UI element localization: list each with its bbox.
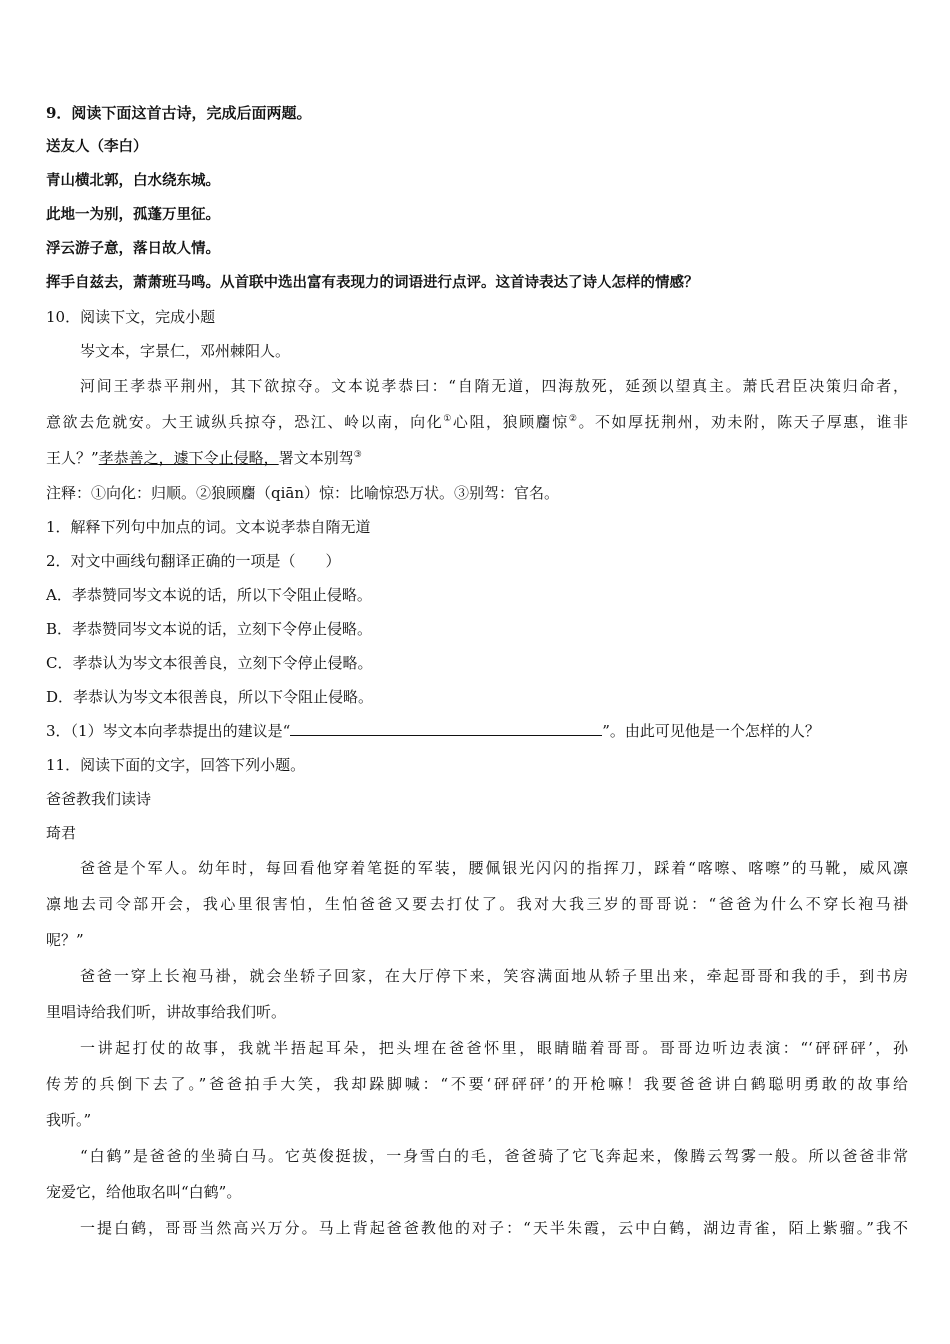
q11-paragraph-4 bbox=[46, 1138, 908, 1210]
q10-option-d: D．孝恭认为岑文本很善良，所以下令阻止侵略。 bbox=[46, 688, 374, 706]
document-page bbox=[46, 96, 908, 1246]
q11-p3-row-2: 传芳的兵倒下去了。”爸爸拍手大笑，我却跺脚喊：“不要‘砰砰砰’的开枪嘛！我要爸爸讲白鹤聪明勇敢的故事给 bbox=[46, 1075, 908, 1093]
q11-p1-row-1: 爸爸是个军人。幼年时，每回看他穿着笔挺的军装，腰佩银光闪闪的指挥刀，踩着“喀嚓、喀嚓”的马靴，威风凛 bbox=[80, 859, 908, 877]
q11-p5-row-1: 一提白鹤，哥哥当然高兴万分。马上背起爸爸教他的对子：“天半朱霞，云中白鹤，湖边青雀，陌上紫骝。”我不 bbox=[80, 1219, 908, 1237]
q10-sub-question-2: 2．对文中画线句翻译正确的一项是（ ） bbox=[46, 552, 341, 570]
q10-p2-row-2: 意欲去危就安。大王诚纵兵掠夺，恐江、岭以南，向化①心阻，狼顾麕惊②。不如厚抚荆州，劝未附，陈天子厚惠，谁非 bbox=[46, 413, 908, 431]
q10-heading: 10．阅读下文，完成小题 bbox=[46, 308, 216, 326]
q11-p3-row-1: 一讲起打仗的故事，我就半捂起耳朵，把头埋在爸爸怀里，眼睛瞄着哥哥。哥哥边听边表演：“‘砰砰砰’，孙 bbox=[80, 1039, 908, 1057]
q11-paragraph-3 bbox=[46, 1030, 908, 1138]
q10-sub-question-3: 3．（1）岑文本向孝恭提出的建议是“ ”。由此可见他是一个怎样的人？ bbox=[46, 714, 908, 748]
answer-blank[interactable] bbox=[290, 719, 602, 736]
q10-passage-p1: 岑文本，字景仁，邓州棘阳人。 bbox=[80, 342, 291, 360]
q11-article-title: 爸爸教我们读诗 bbox=[46, 790, 152, 808]
q10-option-a: A．孝恭赞同岑文本说的话，所以下令阻止侵略。 bbox=[46, 586, 372, 604]
q10-sub-question-1: 1．解释下列句中加点的词。文本说孝恭自隋无道 bbox=[46, 518, 371, 536]
q11-paragraph-2 bbox=[46, 958, 908, 1030]
q9-poem-line-4: 挥手自兹去，萧萧班马鸣。从首联中选出富有表现力的词语进行点评。这首诗表达了诗人怎样的情感？ bbox=[46, 275, 699, 291]
q10-p2-row-1: 河间王孝恭平荆州，其下欲掠夺。文本说孝恭曰：“自隋无道，四海敖死，延颈以望真主。萧氏君臣决策归命者， bbox=[80, 377, 908, 395]
q10-p2-row-3: 王人？”孝恭善之，遽下令止侵略，署文本别驾③ bbox=[46, 449, 362, 467]
q9-poem-title: 送友人（李白） bbox=[46, 139, 148, 155]
q11-p4-row-1: “白鹤”是爸爸的坐骑白马。它英俊挺拔，一身雪白的毛，爸爸骑了它飞奔起来，像腾云驾雾一般。所以爸爸非常 bbox=[80, 1147, 908, 1165]
q9-poem-line-3: 浮云游子意，落日故人情。 bbox=[46, 241, 220, 257]
q10-note: 注释：①向化：归顺。②狼顾麕（qiān）惊：比喻惊恐万状。③别驾：官名。 bbox=[46, 484, 560, 502]
underlined-sentence: 孝恭善之，遽下令止侵略， bbox=[98, 449, 279, 467]
q10-option-c: C．孝恭认为岑文本很善良，立刻下令停止侵略。 bbox=[46, 654, 373, 672]
q9-poem-line-1: 青山横北郭，白水绕东城。 bbox=[46, 173, 220, 189]
q11-author: 琦君 bbox=[46, 824, 77, 842]
q11-heading: 11．阅读下面的文字，回答下列小题。 bbox=[46, 756, 306, 774]
q11-paragraph-5 bbox=[46, 1210, 908, 1246]
q10-option-b: B．孝恭赞同岑文本说的话，立刻下令停止侵略。 bbox=[46, 620, 373, 638]
q10-passage-p2 bbox=[46, 368, 908, 476]
q11-p2-row-1: 爸爸一穿上长袍马褂，就会坐轿子回家，在大厅停下来，笑容满面地从轿子里出来，牵起哥哥和我的手，到书房 bbox=[80, 967, 908, 985]
q11-p1-row-2: 凛地去司令部开会，我心里很害怕，生怕爸爸又要去打仗了。我对大我三岁的哥哥说：“爸爸为什么不穿长袍马褂 bbox=[46, 895, 908, 913]
q11-p1-row-3: 呢？” bbox=[46, 931, 84, 949]
q11-paragraph-1 bbox=[46, 850, 908, 958]
q11-p4-row-2: 宠爱它，给他取名叫“白鹤”。 bbox=[46, 1183, 242, 1201]
q9-poem-line-2: 此地一为别，孤蓬万里征。 bbox=[46, 207, 220, 223]
q11-p3-row-3: 我听。” bbox=[46, 1111, 92, 1129]
q9-heading: 9．阅读下面这首古诗，完成后面两题。 bbox=[46, 104, 312, 122]
q11-p2-row-2: 里唱诗给我们听，讲故事给我们听。 bbox=[46, 1003, 287, 1021]
